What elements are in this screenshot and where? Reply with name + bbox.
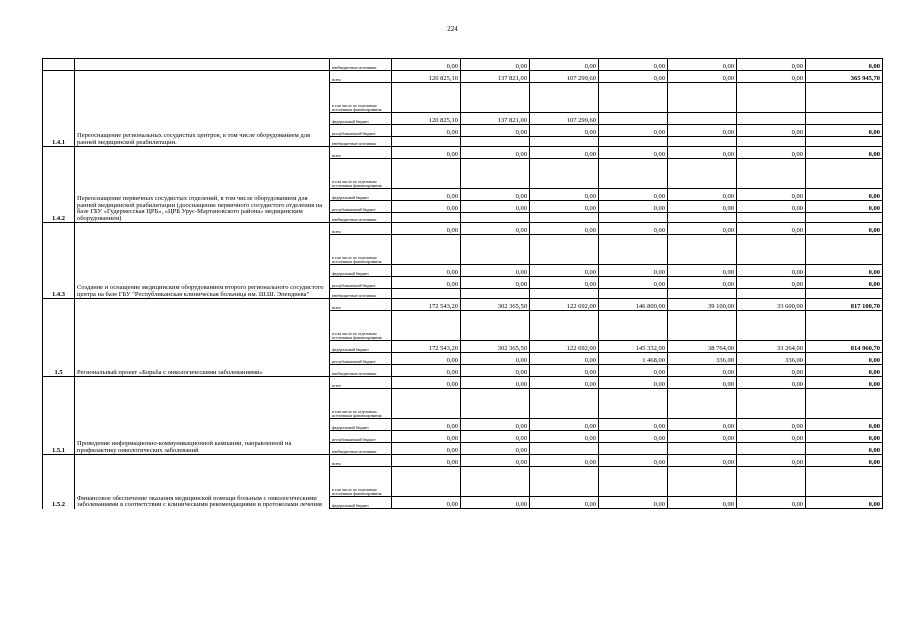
funding-source: республиканский бюджет (330, 353, 392, 365)
year-value: 0,00 (599, 189, 668, 201)
table-row (43, 455, 883, 467)
funding-source: внебюджетные источники (330, 289, 392, 299)
year-value: 0,00 (530, 147, 599, 159)
year-value: 0,00 (461, 59, 530, 71)
year-value (599, 443, 668, 455)
year-value: 0,00 (461, 277, 530, 289)
year-value: 0,00 (668, 147, 737, 159)
year-value (599, 467, 668, 497)
funding-source: всего (330, 147, 392, 159)
total-value: 0,00 (806, 201, 883, 213)
year-value: 0,00 (461, 201, 530, 213)
total-value: 0,00 (806, 189, 883, 201)
funding-source: федеральный бюджет (330, 265, 392, 277)
year-value (530, 311, 599, 341)
year-value: 0,00 (392, 377, 461, 389)
year-value: 107 299,60 (530, 71, 599, 83)
total-value: 0,00 (806, 443, 883, 455)
year-value (668, 467, 737, 497)
year-value (737, 467, 806, 497)
year-value: 0,00 (461, 125, 530, 137)
year-value: 0,00 (530, 59, 599, 71)
year-value: 0,00 (737, 201, 806, 213)
year-value: 0,00 (599, 125, 668, 137)
year-value (530, 83, 599, 113)
item-name: Проведение информационно-коммуникационной кампании, направленной на профилактику онкологических заболеваний (75, 377, 330, 455)
year-value: 0,00 (392, 201, 461, 213)
year-value: 0,00 (599, 497, 668, 509)
year-value: 0,00 (461, 353, 530, 365)
total-value: 817 100,70 (806, 299, 883, 311)
year-value (668, 389, 737, 419)
year-value: 0,00 (392, 223, 461, 235)
year-value (668, 137, 737, 147)
year-value (530, 289, 599, 299)
year-value (392, 311, 461, 341)
year-value (599, 83, 668, 113)
budget-table (42, 58, 883, 509)
funding-source: федеральный бюджет (330, 189, 392, 201)
item-name: Финансовое обеспечение оказания медицинской помощи больным с онкологическими заболеваниями в соответствии с клиническими рекомендациями и протоколами лечения (75, 455, 330, 509)
year-value: 0,00 (668, 125, 737, 137)
year-value: 0,00 (737, 365, 806, 377)
year-value: 0,00 (599, 59, 668, 71)
year-value: 0,00 (461, 377, 530, 389)
total-value: 0,00 (806, 497, 883, 509)
year-value: 0,00 (668, 223, 737, 235)
total-value (806, 137, 883, 147)
year-value (737, 159, 806, 189)
year-value: 0,00 (668, 455, 737, 467)
year-value: 39 100,00 (668, 299, 737, 311)
year-value: 336,00 (737, 353, 806, 365)
year-value: 0,00 (461, 497, 530, 509)
year-value: 137 821,00 (461, 113, 530, 125)
year-value: 0,00 (668, 71, 737, 83)
year-value: 0,00 (530, 265, 599, 277)
funding-source: в том числе по отдельным источникам финансирования (330, 467, 392, 497)
funding-source: всего (330, 377, 392, 389)
total-value (806, 159, 883, 189)
total-value (806, 113, 883, 125)
year-value: 302 365,50 (461, 341, 530, 353)
year-value: 0,00 (392, 431, 461, 443)
year-value (599, 159, 668, 189)
year-value: 0,00 (392, 59, 461, 71)
total-value (806, 235, 883, 265)
year-value: 0,00 (737, 71, 806, 83)
year-value: 0,00 (599, 201, 668, 213)
year-value (599, 113, 668, 125)
year-value: 0,00 (668, 265, 737, 277)
year-value: 120 825,10 (392, 71, 461, 83)
year-value (530, 467, 599, 497)
funding-source: в том числе по отдельным источникам финансирования (330, 159, 392, 189)
table-row (43, 71, 883, 83)
total-value: 0,00 (806, 277, 883, 289)
year-value: 0,00 (461, 455, 530, 467)
table-row (43, 147, 883, 159)
year-value: 172 543,20 (392, 299, 461, 311)
total-value (806, 83, 883, 113)
year-value: 0,00 (461, 431, 530, 443)
table-row (43, 377, 883, 389)
year-value: 0,00 (530, 223, 599, 235)
item-code: 1.5 (43, 299, 75, 377)
year-value: 0,00 (461, 265, 530, 277)
year-value: 0,00 (737, 265, 806, 277)
year-value (668, 443, 737, 455)
year-value (668, 213, 737, 223)
funding-source: в том числе по отдельным источникам финансирования (330, 235, 392, 265)
total-value (806, 389, 883, 419)
funding-source: внебюджетные источники (330, 213, 392, 223)
year-value (599, 389, 668, 419)
year-value: 0,00 (737, 125, 806, 137)
item-name (75, 59, 330, 71)
year-value: 0,00 (737, 147, 806, 159)
year-value (530, 389, 599, 419)
year-value: 33 264,00 (737, 341, 806, 353)
year-value (668, 311, 737, 341)
year-value: 0,00 (668, 497, 737, 509)
year-value: 0,00 (392, 353, 461, 365)
total-value: 0,00 (806, 455, 883, 467)
year-value: 0,00 (392, 419, 461, 431)
year-value: 0,00 (599, 419, 668, 431)
year-value: 0,00 (599, 377, 668, 389)
year-value (737, 83, 806, 113)
year-value (599, 289, 668, 299)
total-value: 0,00 (806, 265, 883, 277)
year-value: 0,00 (392, 497, 461, 509)
funding-source: федеральный бюджет (330, 341, 392, 353)
year-value: 0,00 (737, 419, 806, 431)
year-value: 0,00 (392, 265, 461, 277)
year-value: 0,00 (461, 443, 530, 455)
year-value (737, 213, 806, 223)
table-row (43, 59, 883, 71)
year-value: 0,00 (668, 419, 737, 431)
year-value (668, 83, 737, 113)
year-value: 0,00 (392, 443, 461, 455)
year-value (737, 113, 806, 125)
year-value: 0,00 (737, 431, 806, 443)
item-name: Региональный проект «Борьба с онкологическими заболеваниями» (75, 299, 330, 377)
budget-table-body (43, 59, 883, 509)
year-value: 145 332,00 (599, 341, 668, 353)
year-value: 38 764,00 (668, 341, 737, 353)
year-value: 146 800,00 (599, 299, 668, 311)
year-value: 0,00 (530, 455, 599, 467)
funding-source: внебюджетные источники (330, 443, 392, 455)
year-value (392, 159, 461, 189)
year-value: 33 600,00 (737, 299, 806, 311)
item-code (43, 59, 75, 71)
item-code: 1.4.2 (43, 147, 75, 223)
total-value: 0,00 (806, 431, 883, 443)
year-value: 0,00 (392, 455, 461, 467)
year-value (392, 389, 461, 419)
table-row (43, 299, 883, 311)
year-value: 0,00 (530, 277, 599, 289)
total-value (806, 311, 883, 341)
year-value: 0,00 (737, 59, 806, 71)
year-value (392, 235, 461, 265)
funding-source: федеральный бюджет (330, 497, 392, 509)
year-value: 0,00 (668, 365, 737, 377)
total-value: 0,00 (806, 125, 883, 137)
year-value: 0,00 (461, 189, 530, 201)
total-value: 0,00 (806, 147, 883, 159)
year-value: 122 692,00 (530, 341, 599, 353)
year-value (392, 137, 461, 147)
year-value (737, 389, 806, 419)
funding-source: в том числе по отдельным источникам финансирования (330, 311, 392, 341)
year-value: 172 543,20 (392, 341, 461, 353)
year-value: 336,00 (668, 353, 737, 365)
year-value (668, 289, 737, 299)
year-value: 0,00 (737, 455, 806, 467)
year-value: 0,00 (599, 365, 668, 377)
year-value: 0,00 (599, 431, 668, 443)
year-value: 302 365,50 (461, 299, 530, 311)
year-value: 0,00 (599, 455, 668, 467)
year-value: 0,00 (737, 223, 806, 235)
funding-source: республиканский бюджет (330, 201, 392, 213)
item-name: Переоснащение первичных сосудистых отделений, в том числе оборудованием для ранней медицинской реабилитации (дооснащение первичного сосудистого отделения на базе ГБУ «Гудермесская ЦРБ», «ЦРБ Урус-Мартановского района» медицинским оборудованием) (75, 147, 330, 223)
funding-source: внебюджетные источники (330, 59, 392, 71)
funding-source: в том числе по отдельным источникам финансирования (330, 389, 392, 419)
year-value: 0,00 (599, 277, 668, 289)
year-value: 0,00 (461, 147, 530, 159)
year-value: 0,00 (737, 497, 806, 509)
year-value (737, 289, 806, 299)
total-value: 814 960,70 (806, 341, 883, 353)
year-value: 0,00 (461, 419, 530, 431)
year-value: 137 821,00 (461, 71, 530, 83)
year-value (461, 137, 530, 147)
funding-source: республиканский бюджет (330, 125, 392, 137)
year-value (530, 443, 599, 455)
year-value: 0,00 (530, 189, 599, 201)
year-value: 0,00 (530, 419, 599, 431)
table-row (43, 223, 883, 235)
item-name: Создание и оснащение медицинским оборудованием второго регионального сосудистого центра на базе ГБУ "Республиканская клиническая больница им. Ш.Ш. Эпендиева" (75, 223, 330, 299)
year-value (392, 289, 461, 299)
total-value: 0,00 (806, 59, 883, 71)
year-value (737, 311, 806, 341)
year-value: 0,00 (530, 497, 599, 509)
year-value: 0,00 (392, 189, 461, 201)
year-value: 0,00 (392, 147, 461, 159)
page-number: 224 (447, 25, 458, 33)
year-value: 0,00 (461, 365, 530, 377)
year-value (461, 159, 530, 189)
year-value: 0,00 (737, 189, 806, 201)
year-value (530, 137, 599, 147)
year-value: 0,00 (530, 431, 599, 443)
year-value: 0,00 (668, 377, 737, 389)
year-value (599, 311, 668, 341)
year-value (599, 137, 668, 147)
year-value: 0,00 (599, 265, 668, 277)
funding-source: республиканский бюджет (330, 431, 392, 443)
year-value: 0,00 (599, 71, 668, 83)
year-value (392, 467, 461, 497)
item-code: 1.5.2 (43, 455, 75, 509)
year-value: 0,00 (530, 125, 599, 137)
total-value (806, 467, 883, 497)
year-value (737, 137, 806, 147)
year-value: 0,00 (392, 277, 461, 289)
year-value: 0,00 (392, 125, 461, 137)
year-value: 122 692,00 (530, 299, 599, 311)
funding-source: в том числе по отдельным источникам финансирования (330, 83, 392, 113)
year-value: 0,00 (392, 365, 461, 377)
item-code: 1.5.1 (43, 377, 75, 455)
item-code: 1.4.3 (43, 223, 75, 299)
year-value (668, 159, 737, 189)
total-value: 365 945,70 (806, 71, 883, 83)
year-value (668, 113, 737, 125)
year-value (461, 467, 530, 497)
funding-source: внебюджетные источники (330, 137, 392, 147)
year-value (461, 289, 530, 299)
funding-source: всего (330, 223, 392, 235)
year-value: 120 825,10 (392, 113, 461, 125)
total-value (806, 289, 883, 299)
year-value: 0,00 (599, 147, 668, 159)
year-value (737, 443, 806, 455)
year-value (530, 213, 599, 223)
year-value: 0,00 (668, 431, 737, 443)
year-value: 0,00 (599, 223, 668, 235)
year-value (461, 213, 530, 223)
year-value (599, 235, 668, 265)
year-value: 0,00 (461, 223, 530, 235)
total-value (806, 213, 883, 223)
year-value: 0,00 (737, 277, 806, 289)
item-code: 1.4.1 (43, 71, 75, 147)
funding-source: федеральный бюджет (330, 113, 392, 125)
year-value: 0,00 (737, 377, 806, 389)
total-value: 0,00 (806, 377, 883, 389)
total-value: 0,00 (806, 419, 883, 431)
year-value (392, 83, 461, 113)
year-value: 0,00 (668, 189, 737, 201)
year-value (461, 235, 530, 265)
year-value (530, 159, 599, 189)
total-value: 0,00 (806, 223, 883, 235)
year-value: 0,00 (530, 365, 599, 377)
year-value: 0,00 (530, 201, 599, 213)
year-value: 0,00 (530, 377, 599, 389)
year-value: 0,00 (668, 201, 737, 213)
funding-source: всего (330, 299, 392, 311)
year-value (737, 235, 806, 265)
total-value: 0,00 (806, 365, 883, 377)
funding-source: всего (330, 455, 392, 467)
year-value (599, 213, 668, 223)
year-value (668, 235, 737, 265)
year-value (530, 235, 599, 265)
year-value (461, 389, 530, 419)
funding-source: внебюджетные источники (330, 365, 392, 377)
funding-source: республиканский бюджет (330, 277, 392, 289)
year-value: 107 299,60 (530, 113, 599, 125)
year-value: 0,00 (668, 59, 737, 71)
funding-source: всего (330, 71, 392, 83)
year-value (392, 213, 461, 223)
funding-source: федеральный бюджет (330, 419, 392, 431)
item-name: Переоснащение региональных сосудистых центров, в том числе оборудованием для ранней медицинской реабилитации. (75, 71, 330, 147)
year-value: 0,00 (668, 277, 737, 289)
year-value (461, 311, 530, 341)
year-value (461, 83, 530, 113)
year-value: 1 468,00 (599, 353, 668, 365)
year-value: 0,00 (530, 353, 599, 365)
total-value: 0,00 (806, 353, 883, 365)
